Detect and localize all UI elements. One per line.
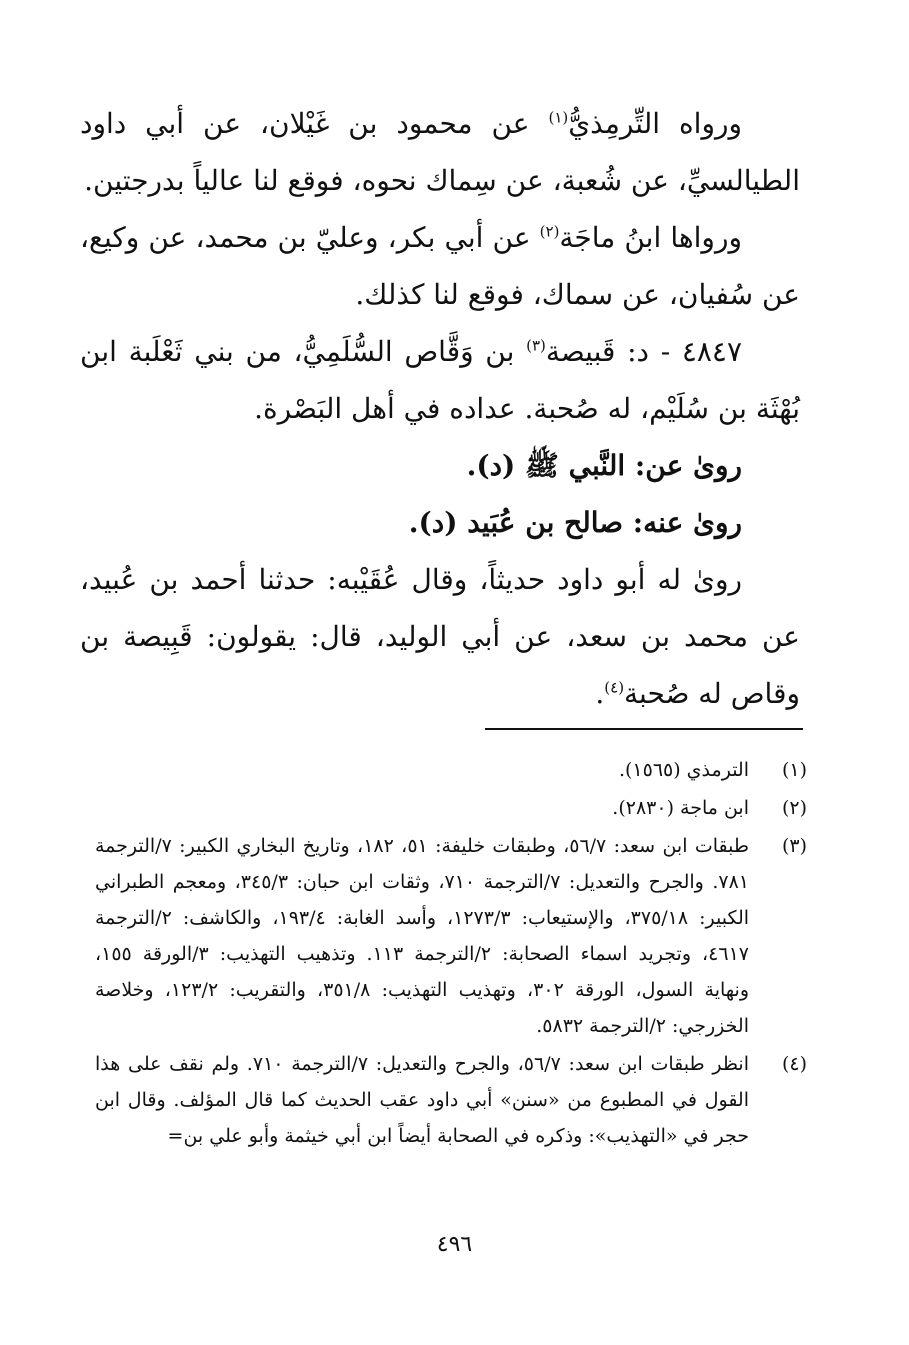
text-run: روىٰ عنه: صالح بن عُبَيد (د).	[408, 506, 742, 539]
footnote-number: (٣)	[781, 835, 807, 857]
footnote-text: انظر طبقات ابن سعد: ٥٦/٧، والجرح والتعديل: ٧/الترجمة ٧١٠. ولم نقف على هذا القول في المطبوع من «سنن» أبي داود عقب الحديث كما قال المؤلف. وقال ابن حجر في «التهذيب»: وذكره في الصحابة أيضاً ابن أبي خيثمة وأبو علي بن=	[95, 1053, 749, 1147]
text-run: ٤٨٤٧ - د: قَبيصة	[545, 335, 742, 368]
text-run: روىٰ عن: النَّبي ﷺ (د).	[466, 449, 742, 482]
text-run: عن محمود بن غَيْلان، عن أبي داود الطيالسيِّ، عن شُعبة، عن سِماك نحوه، فوقع لنا عالياً بدرجتين.	[80, 107, 800, 197]
body-paragraph	[80, 209, 800, 323]
footnote-number: (١)	[781, 759, 807, 781]
text-run: بن وَقَّاص السُّلَمِيُّ، من بني ثَعْلَبة ابن بُهْثَة بن سُلَيْم، له صُحبة. عداده في أهل البَصْرة.	[80, 335, 800, 425]
footnote	[95, 790, 807, 826]
footnote-marker[interactable]: (٢)	[539, 222, 560, 241]
narration-line	[80, 494, 800, 551]
text-run: .	[595, 677, 605, 710]
footnote-marker[interactable]: (١)	[548, 108, 569, 127]
footnotes	[95, 752, 807, 1156]
footnote-text: طبقات ابن سعد: ٥٦/٧، وطبقات خليفة: ٥١، ١٨٢، وتاريخ البخاري الكبير: ٧/الترجمة ٧٨١. والجرح والتعديل: ٧/الترجمة ٧١٠، وثقات ابن حبان: ٣٤٥/٣، ومعجم الطبراني الكبير: ٣٧٥/١٨، والإستيعاب: ١٢٧٣/٣، وأسد الغابة: ١٩٣/٤، والكاشف: ٢/الترجمة ٤٦١٧، وتجريد اسماء الصحابة: ٢/الترجمة ١١٣. وتذهيب التهذيب: ٣/الورقة ١٥٥، ونهاية السول، الورقة ٣٠٢، وتهذيب التهذيب: ٣٥١/٨، والتقريب: ١٢٣/٢، وخلاصة الخزرجي: ٢/الترجمة ٥٨٣٢.	[95, 835, 750, 1037]
footnote	[95, 828, 807, 1044]
footnote-number: (٢)	[781, 797, 807, 819]
main-text	[80, 95, 800, 722]
footnote	[95, 752, 807, 788]
footnote-number: (٤)	[781, 1053, 807, 1075]
text-run: ورواها ابنُ ماجَة	[559, 221, 742, 254]
entry-paragraph	[80, 323, 800, 437]
body-paragraph	[80, 551, 800, 722]
footnote-text: الترمذي (١٥٦٥).	[618, 759, 749, 781]
text-run: روىٰ له أبو داود حديثاً، وقال عُقَيْبه: حدثنا أحمد بن عُبيد، عن محمد بن سعد، عن أبي الوليد، قال: يقولون: قَبِيصة بن وقاص له صُحبة	[80, 563, 800, 710]
text-run: ورواه التِّرمِذيُّ	[568, 107, 743, 140]
footnote-marker[interactable]: (٣)	[526, 336, 546, 355]
narration-line	[80, 437, 800, 494]
body-paragraph	[80, 95, 800, 209]
page-number: ٤٩٦	[436, 1232, 473, 1257]
footnote	[95, 1046, 807, 1154]
text-run: عن أبي بكر، وعليّ بن محمد، عن وكيع، عن سُفيان، عن سماك، فوقع لنا كذلك.	[80, 221, 800, 311]
footnote-text: ابن ماجة (٢٨٣٠).	[612, 797, 749, 819]
footnote-marker[interactable]: (٤)	[604, 678, 625, 697]
footnote-separator	[485, 728, 803, 730]
